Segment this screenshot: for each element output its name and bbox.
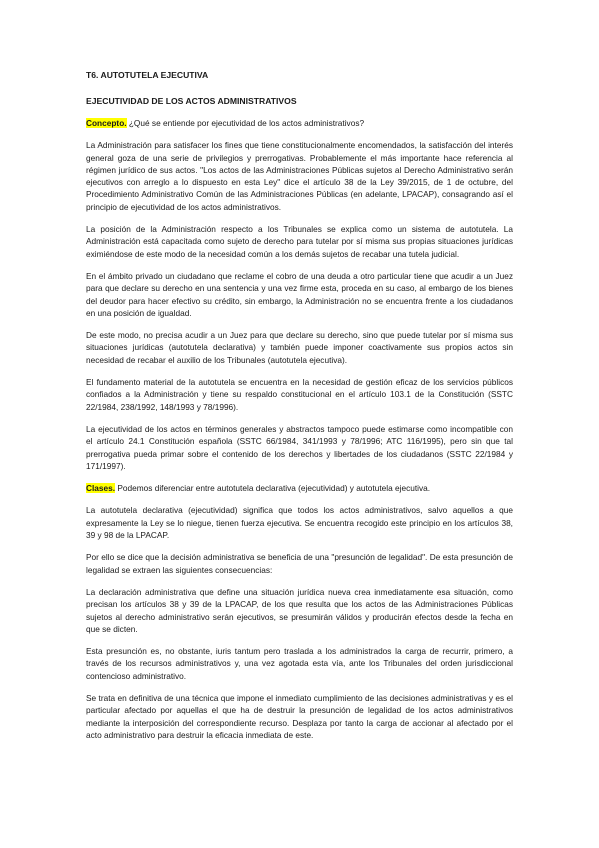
concepto-label: Concepto. [86, 118, 127, 128]
paragraph: La Administración para satisfacer los fines que tiene constitucionalmente encomendados, la satisfacción del interés general goza de una serie de privilegios y prerrogativas. Probablemente el más importante hace referencia al régimen jurídico de sus actos. "Los actos de las Administraciones Públicas sujetos al Derecho Administrativo serán ejecutivos con arreglo a lo dispuesto en esta Ley" dice el artículo 38 de la Ley 39/2015, de 1 de octubre, del Procedimiento Administrativo Común de las Administraciones Públicas (en adelante, LPACAP), consagrando así el principio de ejecutividad de los actos administrativos. [86, 140, 513, 212]
paragraph: La posición de la Administración respecto a los Tribunales se explica como un sistema de autotutela. La Administración está capacitada como sujeto de derecho para tutelar por sí misma sus propias situaciones jurídicas eximiéndose de este modo de la necesidad común a los demás sujetos de recabar una tutela judicial. [86, 224, 513, 259]
paragraph: Se trata en definitiva de una técnica que impone el inmediato cumplimiento de las decisiones administrativas y es el particular afectado por aquellas el que ha de destruir la presunción de legalidad de los actos administrativos mediante la interposición del correspondiente recurso. Desplaza por tanto la carga de accionar al afectado por el acto administrativo para destruir la eficacia inmediata de este. [86, 692, 513, 740]
clases-line [86, 482, 513, 494]
clases-text: Podemos diferenciar entre autotutela declarativa (ejecutividad) y autotutela ejecutiva. [115, 483, 431, 494]
paragraph: De este modo, no precisa acudir a un Juez para que declare su derecho, sino que puede tutelar por sí misma sus situaciones jurídicas (autotutela declarativa) y también puede imponer coactivamente sus propios actos sin necesidad de recabar el auxilio de los Tribunales (autotutela ejecutiva). [86, 330, 513, 365]
paragraph: El fundamento material de la autotutela se encuentra en la necesidad de gestión eficaz de los servicios públicos confiados a la Administración y tiene su respaldo constitucional en el artículo 103.1 de la Constitución (SSTC 22/1984, 238/1992, 148/1993 y 78/1996). [86, 377, 513, 412]
paragraph: La autotutela declarativa (ejecutividad) significa que todos los actos administrativos, salvo aquellos a que expresamente la Ley se lo niegue, tienen fuerza ejecutiva. Se encuentra recogido este principio en los artículos 38, 39 y 98 de la LPACAP. [86, 505, 513, 541]
paragraph: Por ello se dice que la decisión administrativa se beneficia de una "presunción de legalidad". De esta presunción de legalidad se extraen las siguientes consecuencias: [86, 552, 513, 575]
concepto-question: ¿Qué se entiende por ejecutividad de los actos administrativos? [126, 118, 365, 128]
paragraph: La ejecutividad de los actos en términos generales y abstractos tampoco puede estimarse como incompatible con el artículo 24.1 Constitución española (SSTC 66/1984, 341/1993 y 78/1996; ATC 116/1995), pero sin que tal prerrogativa pueda primar sobre el contenido de los derechos y libertades de los ciudadanos (SSTC 22/1984 y 171/1997). [86, 423, 513, 471]
clases-label: Clases. [86, 483, 116, 494]
paragraph: Esta presunción es, no obstante, iuris tantum pero traslada a los administrados la carga de recurrir, primero, a través de los recursos administrativos y, una vez agotada esta vía, ante los Tribunales del orden jurisdiccional contencioso administrativo. [86, 646, 513, 681]
document-title: T6. AUTOTUTELA EJECUTIVA [86, 70, 209, 80]
paragraph: La declaración administrativa que define una situación jurídica nueva crea inmediatamente esa situación, como precisan los artículos 38 y 39 de la LPACAP, de los que resulta que los actos de las Administraciones Públicas sujetos al derecho administrativo serán ejecutivos, se presumirán válidos y producirán efectos desde la fecha en que se dicten. [86, 586, 513, 634]
section-heading: EJECUTIVIDAD DE LOS ACTOS ADMINISTRATIVOS [86, 96, 297, 106]
concepto-line [86, 117, 513, 129]
paragraph: En el ámbito privado un ciudadano que reclame el cobro de una deuda a otro particular tiene que acudir a un Juez para que declare su derecho en una sentencia y una vez firme esta, proceda en su caso, al embargo de los bienes del deudor para hacer efectivo su crédito, sin embargo, la Administración no se encuentra frente a los ciudadanos en una posición de igualdad. [86, 270, 513, 318]
